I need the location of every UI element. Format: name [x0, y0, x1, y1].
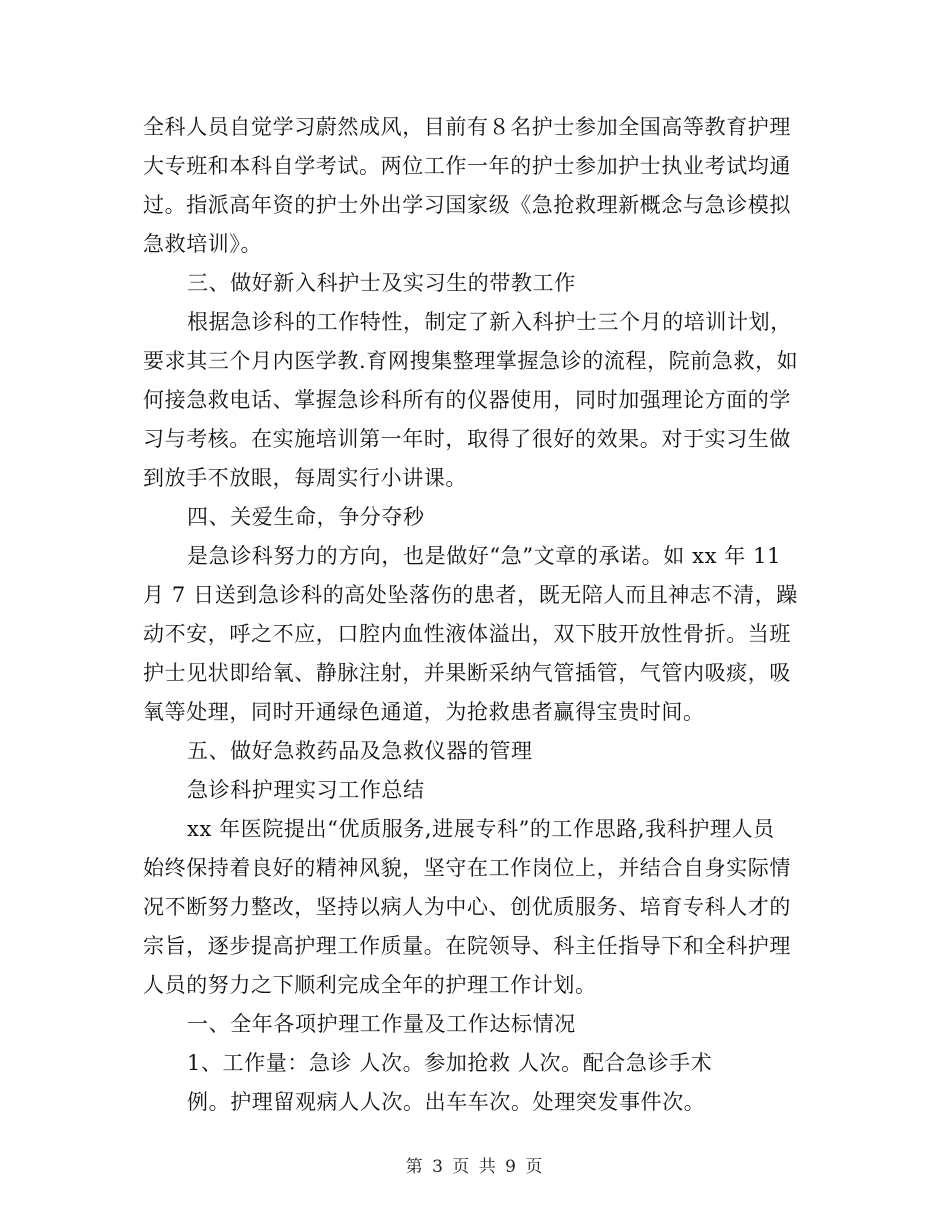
text-line: 到放手不放眼，每周实行小讲课。: [143, 466, 467, 490]
text-line: 始终保持着良好的精神风貌，坚守在工作岗位上，并结合自身实际情: [143, 856, 791, 880]
text-line: 宗旨，逐步提高护理工作质量。在院领导、科主任指导下和全科护理: [143, 934, 791, 958]
text-line: 例。护理留观病人人次。出车车次。处理突发事件次。: [187, 1090, 706, 1114]
text-line: 大专班和本科自学考试。两位工作一年的护士参加护士执业考试均通: [143, 154, 791, 178]
text-line: 急诊科护理实习工作总结: [187, 778, 425, 802]
text-line: 是急诊科努力的方向，也是做好“急”文章的承诺。如 xx 年 11: [187, 544, 782, 568]
text-line: 动不安，呼之不应，口腔内血性液体溢出，双下肢开放性骨折。当班: [143, 622, 791, 646]
text-line: 五、做好急救药品及急救仪器的管理: [187, 739, 533, 763]
text-line: 人员的努力之下顺利完成全年的护理工作计划。: [143, 973, 597, 997]
text-line: 习与考核。在实施培训第一年时，取得了很好的效果。对于实习生做: [143, 427, 791, 451]
document-body: [143, 108, 803, 1122]
text-line: 急救培训》。: [143, 232, 263, 256]
text-line: 护士见状即给氧、静脉注射，并果断采纳气管插管，气管内吸痰，吸: [143, 661, 791, 685]
text-line: 何接急救电话、掌握急诊科所有的仪器使用，同时加强理论方面的学: [143, 388, 791, 412]
text-line: 三、做好新入科护士及实习生的带教工作: [187, 271, 576, 295]
text-line: 四、关爱生命，争分夺秒: [187, 505, 425, 529]
text-line: 过。指派高年资的护士外出学习国家级《急抢救理新概念与急诊模拟: [143, 193, 791, 217]
text-line: 氧等处理，同时开通绿色通道，为抢救患者赢得宝贵时间。: [143, 700, 705, 724]
text-line: 月 7 日送到急诊科的高处坠落伤的患者，既无陪人而且神志不清，躁: [143, 583, 798, 607]
text-line: xx 年医院提出“优质服务,进展专科”的工作思路,我科护理人员: [187, 817, 775, 841]
page-number-footer: 第 3 页 共 9 页: [405, 1157, 545, 1177]
text-line: 一、全年各项护理工作量及工作达标情况: [187, 1012, 576, 1036]
text-line: 全科人员自觉学习蔚然成风，目前有８名护士参加全国高等教育护理: [143, 115, 791, 139]
text-line: 根据急诊科的工作特性，制定了新入科护士三个月的培训计划，: [187, 310, 792, 334]
text-line: 况不断努力整改，坚持以病人为中心、创优质服务、培育专科人才的: [143, 895, 791, 919]
text-line: 1、工作量：急诊 人次。参加抢救 人次。配合急诊手术: [187, 1051, 713, 1075]
text-line: 要求其三个月内医学教.育网搜集整理掌握急诊的流程，院前急救，如: [143, 349, 799, 373]
